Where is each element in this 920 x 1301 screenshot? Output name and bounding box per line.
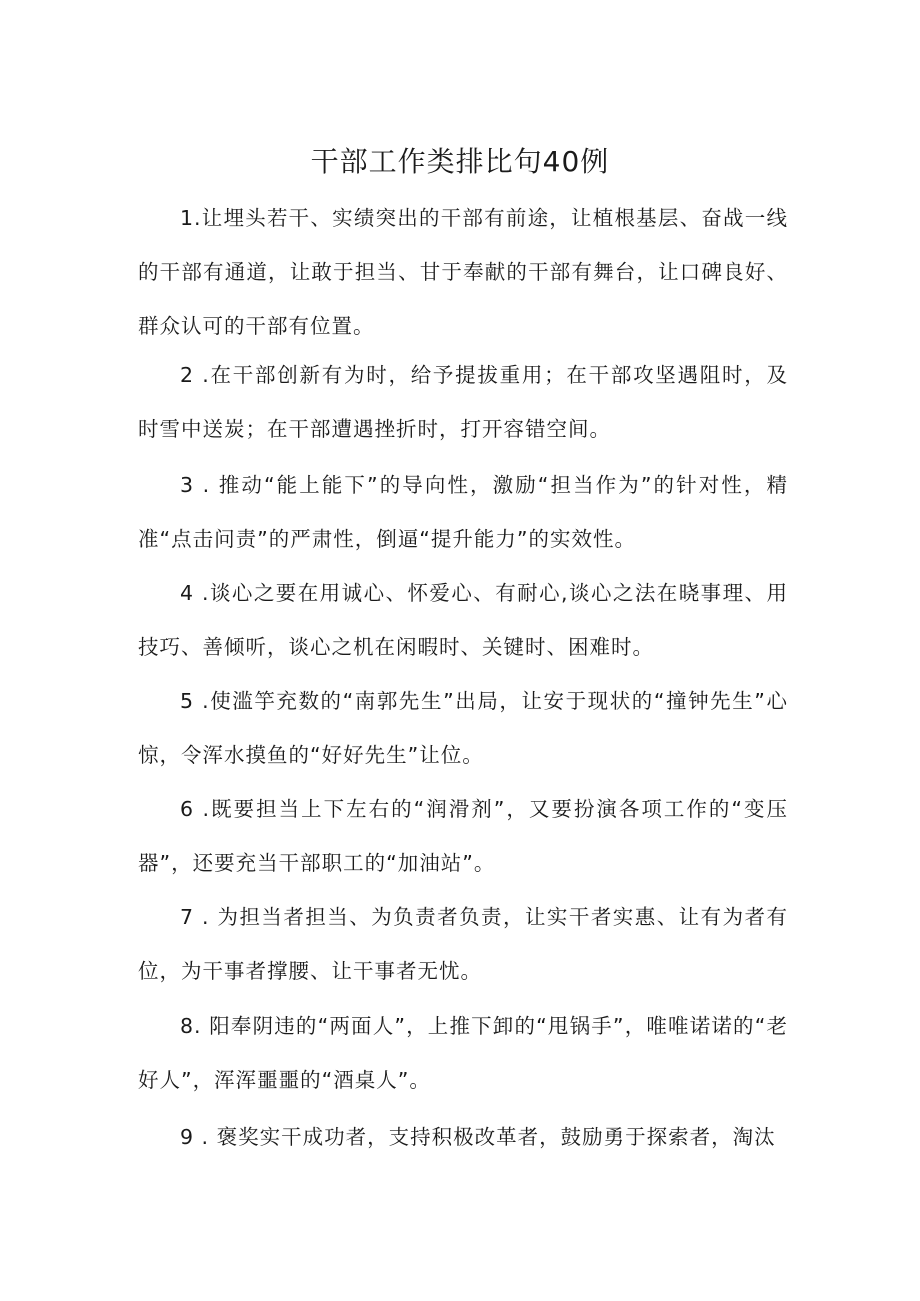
- paragraph-2: 2 .在干部创新有为时，给予提拔重用；在干部攻坚遇阻时，及时雪中送炭；在干部遭遇挫折时，打开容错空间。: [138, 363, 788, 441]
- paragraph-1: 1.让埋头若干、实绩突出的干部有前途，让植根基层、奋战一线的干部有通道，让敢于担当、甘于奉献的干部有舞台，让口碑良好、群众认可的干部有位置。: [138, 206, 788, 338]
- paragraph-3: 3 . 推动“能上能下”的导向性，激励“担当作为”的针对性，精准“点击问责”的严肃性，倒逼“提升能力”的实效性。: [138, 473, 788, 551]
- paragraph-6: 6 .既要担当上下左右的“润滑剂”，又要扮演各项工作的“变压器”，还要充当干部职工的“加油站”。: [138, 797, 788, 875]
- paragraph-7: 7 . 为担当者担当、为负责者负责，让实干者实惠、让有为者有位，为干事者撑腰、让干事者无忧。: [138, 905, 788, 983]
- paragraph-4: 4 .谈心之要在用诚心、怀爱心、有耐心,谈心之法在晓事理、用技巧、善倾听，谈心之机在闲暇时、关键时、困难时。: [138, 581, 788, 659]
- paragraph-9: 9 . 褒奖实干成功者，支持积极改革者，鼓励勇于探索者，淘汰: [180, 1125, 776, 1149]
- paragraph-5: 5 .使滥竽充数的“南郭先生”出局，让安于现状的“撞钟先生”心惊，令浑水摸鱼的“好好先生”让位。: [138, 689, 788, 767]
- document-title: 干部工作类排比句40例: [310, 145, 610, 178]
- paragraph-8: 8. 阳奉阴违的“两面人”，上推下卸的“甩锅手”，唯唯诺诺的“老好人”，浑浑噩噩的“酒桌人”。: [138, 1014, 788, 1092]
